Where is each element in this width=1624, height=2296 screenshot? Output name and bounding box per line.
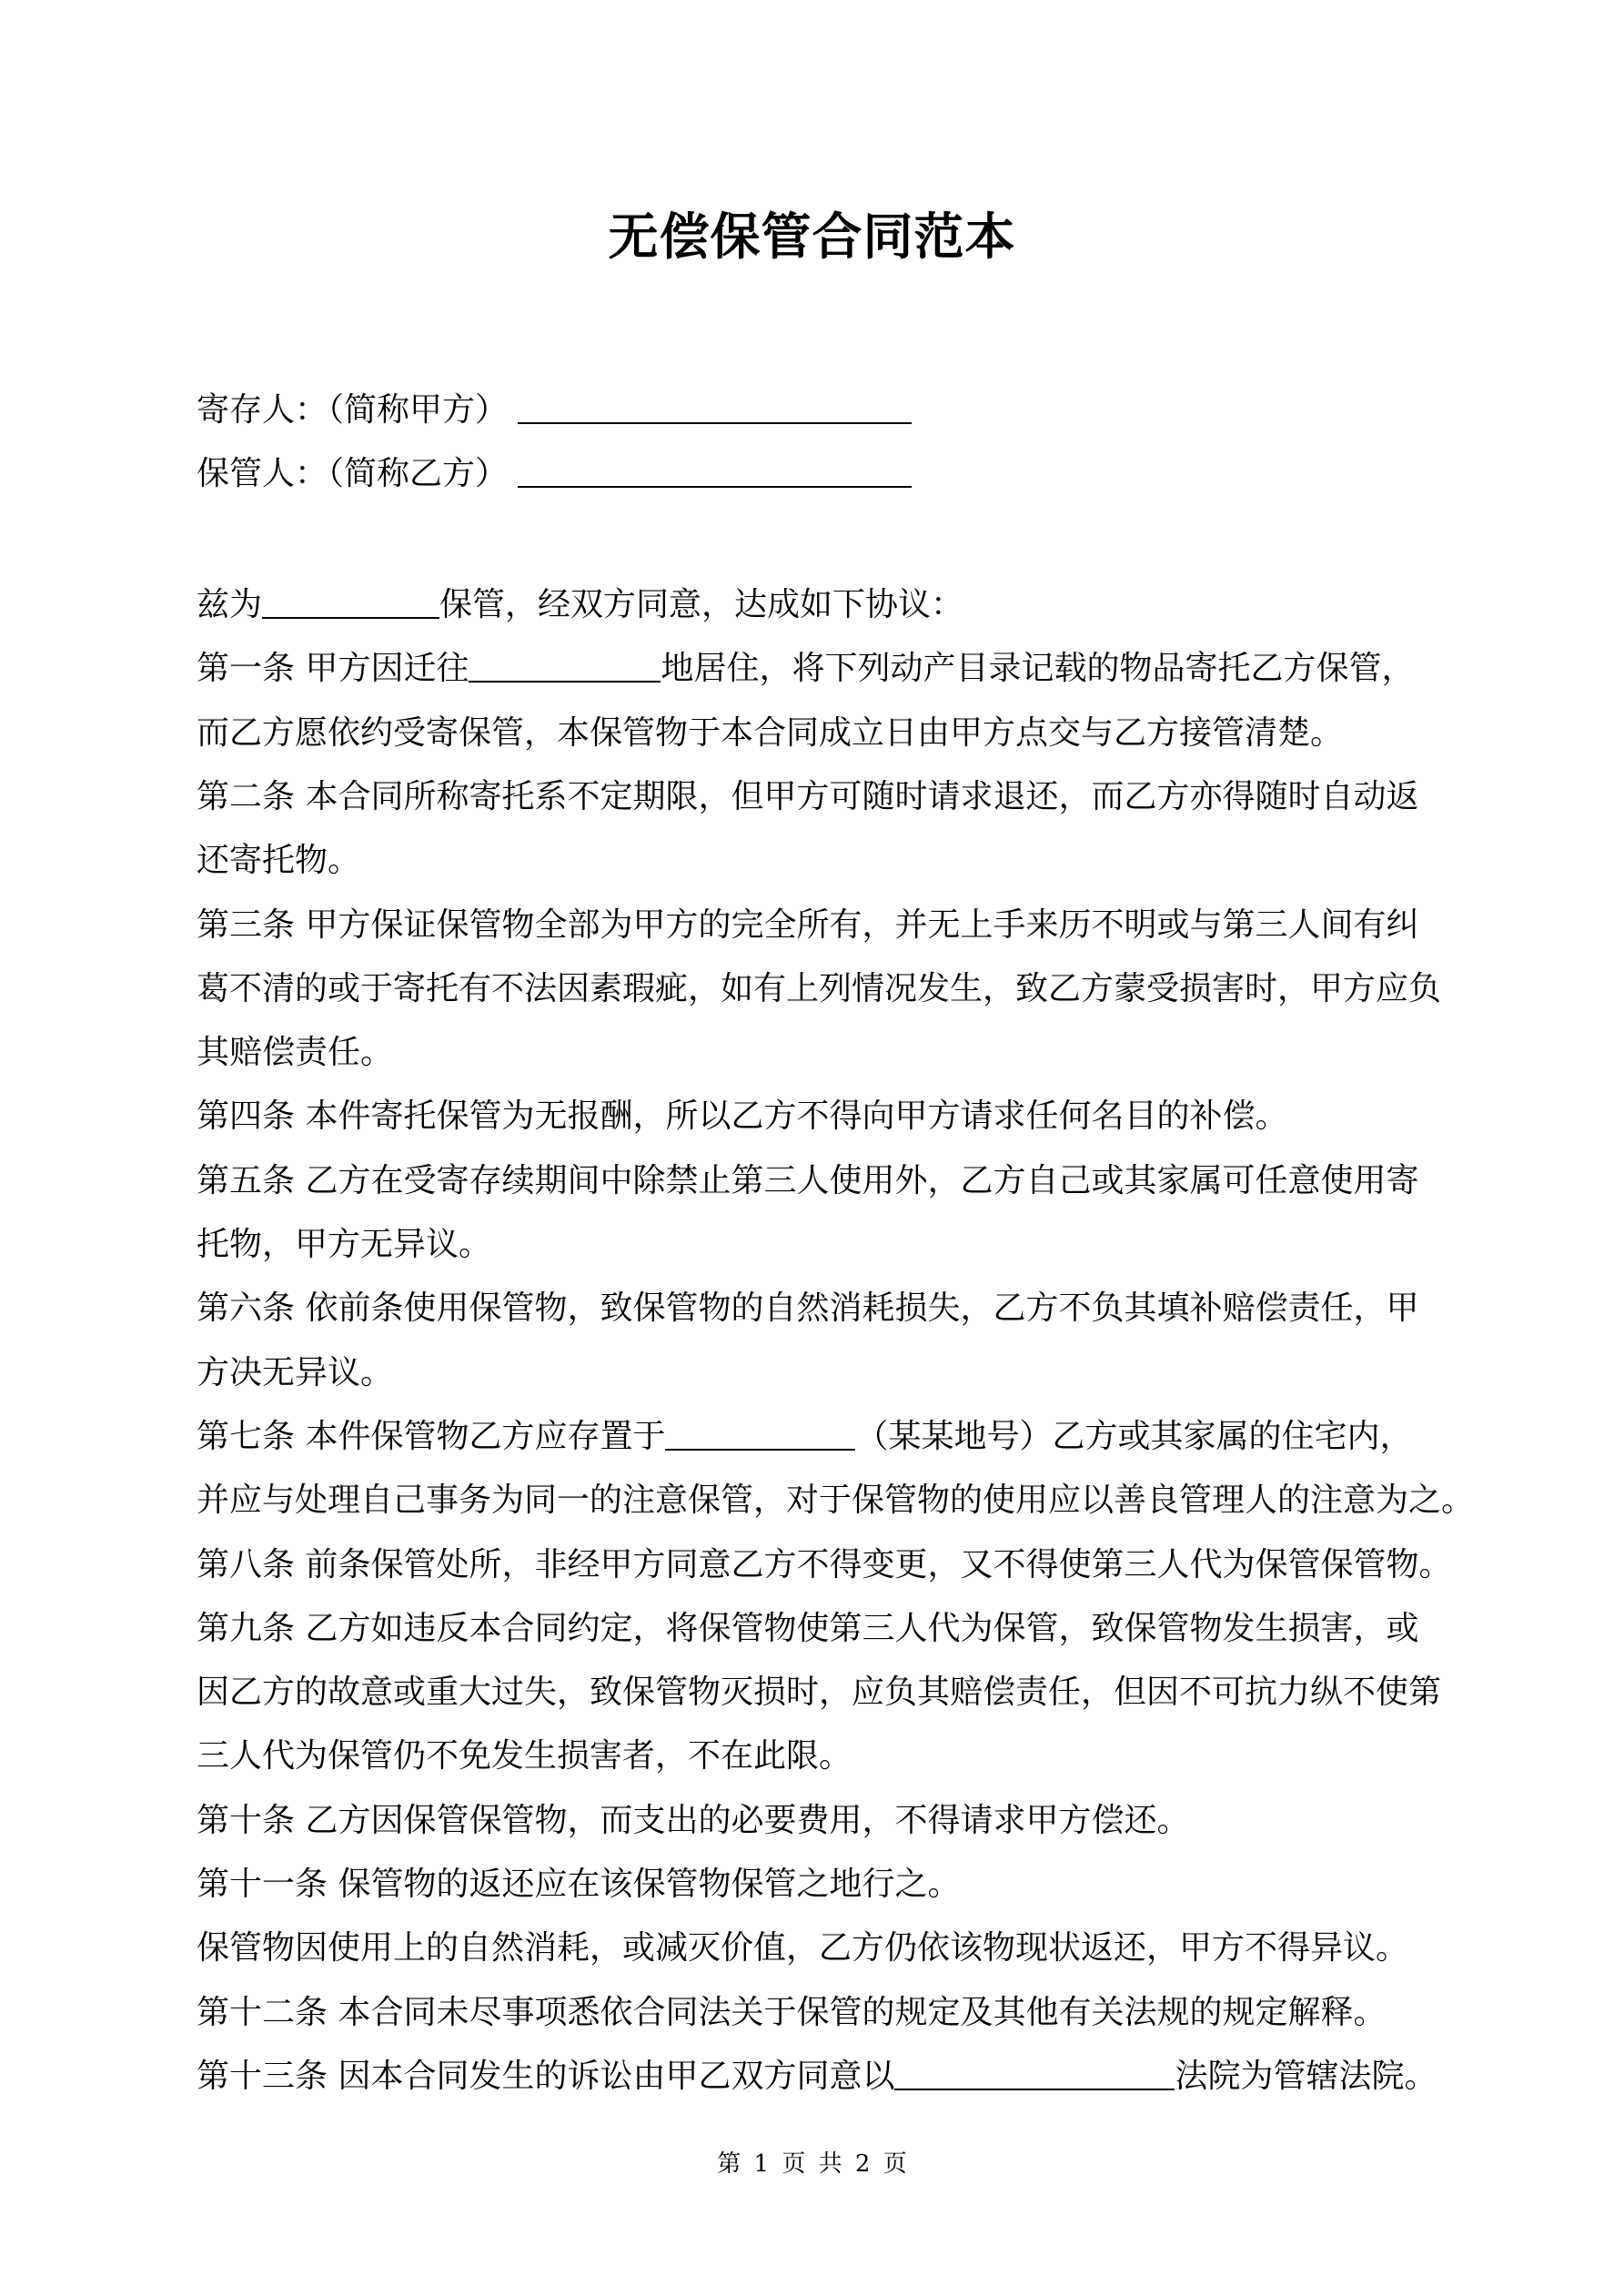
contract-line [197, 1159, 1418, 1203]
line-text: 第十三条 因本合同发生的诉讼由甲乙双方同意以 [197, 2057, 895, 2095]
contract-line [197, 967, 1441, 1011]
contract-line [197, 1863, 960, 1907]
line-text: 兹为 [197, 586, 263, 623]
line-text: （某某地号）乙方或其家属的住宅内， [855, 1417, 1413, 1455]
line-text: 第一条 甲方因迁往 [197, 650, 469, 688]
line-text: 第十条 乙方因保管保管物，而支出的必要费用，不得请求甲方偿还。 [197, 1801, 1190, 1839]
line-text: 第九条 乙方如违反本合同约定，将保管物使第三人代为保管，致保管物发生损害，或 [197, 1609, 1419, 1647]
blank-fill-field[interactable] [262, 584, 439, 619]
contract-line [197, 1095, 1287, 1138]
party-blank-field[interactable] [518, 389, 912, 424]
line-text: 第五条 乙方在受寄存续期间中除禁止第三人使用外，乙方自己或其家属可任意使用寄 [197, 1161, 1419, 1199]
line-text: 还寄托物。 [197, 842, 361, 880]
line-text: 法院为管辖法院。 [1175, 2057, 1437, 2095]
line-text: 保管物因使用上的自然消耗，或减灭价值，乙方仍依该物现状返还，甲方不得异议。 [197, 1929, 1409, 1967]
line-text: 方决无异议。 [197, 1353, 394, 1391]
line-text: 第三条 甲方保证保管物全部为甲方的完全所有，并无上手来历不明或与第三人间有纠 [197, 905, 1419, 944]
line-text: 葛不清的或于寄托有不法因素瑕疵，如有上列情况发生，致乙方蒙受损害时，甲方应负 [197, 969, 1442, 1007]
line-text: 第七条 本件保管物乙方应存置于 [197, 1417, 666, 1455]
contract-line [197, 1927, 1408, 1970]
contract-line [197, 1415, 1412, 1459]
line-text: 托物，甲方无异议。 [197, 1226, 492, 1263]
blank-fill-field[interactable] [469, 648, 661, 683]
contract-line [197, 1031, 393, 1075]
line-text: 第二条 本合同所称寄托系不定期限，但甲方可随时请求退还，而乙方亦得随时自动返 [197, 777, 1419, 815]
contract-line [197, 647, 1414, 691]
blank-fill-field[interactable] [894, 2056, 1175, 2090]
contract-line [197, 1799, 1189, 1843]
blank-fill-field[interactable] [665, 1416, 855, 1451]
party-label: 保管人：（简称乙方） [197, 455, 509, 492]
line-text: 第八条 前条保管处所，非经甲方同意乙方不得变更，又不得使第三人代为保管保管物。 [197, 1545, 1452, 1583]
party-label: 寄存人：（简称甲方） [197, 391, 509, 429]
line-text: 而乙方愿依约受寄保管，本保管物于本合同成立日由甲方点交与乙方接管清楚。 [197, 713, 1344, 752]
party-blank-field[interactable] [518, 453, 912, 488]
party-depositor [197, 389, 912, 432]
line-text: 第六条 依前条使用保管物，致保管物的自然消耗损失，乙方不负其填补赔偿责任，甲 [197, 1290, 1419, 1328]
contract-line [197, 1735, 852, 1778]
contract-line [197, 712, 1343, 755]
contract-line [197, 1223, 491, 1267]
line-text: 保管，经双方同意，达成如下协议： [439, 586, 964, 623]
line-text: 地居住，将下列动产目录记载的物品寄托乙方保管， [661, 650, 1415, 688]
line-text: 其赔偿责任。 [197, 1034, 394, 1072]
contract-line [197, 1351, 393, 1395]
document-title: 无偿保管合同范本 [608, 207, 1016, 266]
contract-line [197, 1287, 1418, 1330]
contract-line [197, 1991, 1386, 2035]
contract-line [197, 775, 1418, 819]
contract-line [197, 583, 963, 627]
line-text: 第十二条 本合同未尽事项悉依合同法关于保管的规定及其他有关法规的规定解释。 [197, 1993, 1387, 2031]
contract-line [197, 904, 1418, 947]
line-text: 第十一条 保管物的返还应在该保管物保管之地行之。 [197, 1866, 961, 1903]
line-text: 并应与处理自己事务为同一的注意保管，对于保管物的使用应以善良管理人的注意为之。 [197, 1482, 1475, 1520]
line-text: 因乙方的故意或重大过失，致保管物灭损时，应负其赔偿责任，但因不可抗力纵不使第 [197, 1674, 1442, 1712]
line-text: 三人代为保管仍不免发生损害者，不在此限。 [197, 1737, 852, 1775]
contract-line [197, 1479, 1474, 1522]
contract-line [197, 1607, 1418, 1651]
page-footer: 第 1 页 共 2 页 [717, 2150, 907, 2178]
contract-line [197, 839, 360, 883]
contract-line [197, 1671, 1441, 1714]
party-custodian [197, 452, 912, 496]
contract-line [197, 1543, 1451, 1587]
line-text: 第四条 本件寄托保管为无报酬，所以乙方不得向甲方请求任何名目的补偿。 [197, 1097, 1288, 1136]
contract-line [197, 2055, 1437, 2099]
